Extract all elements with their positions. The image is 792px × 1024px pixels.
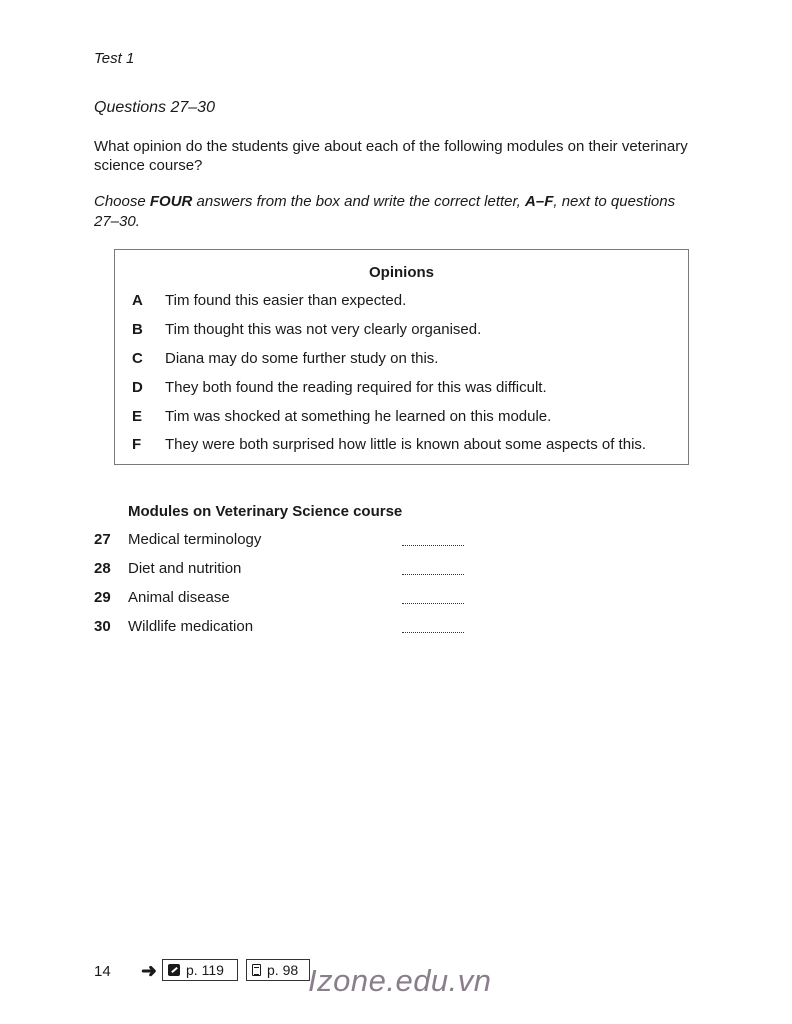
module-row-28 xyxy=(94,560,474,580)
module-row-27 xyxy=(94,531,474,551)
reference-label: p. 98 xyxy=(267,962,299,978)
question-text: What opinion do the students give about each of the following modules on their veterinary science course? xyxy=(94,138,688,174)
answer-blank[interactable] xyxy=(402,545,464,546)
audio-script-reference[interactable] xyxy=(162,959,238,981)
right-arrow-icon: ➜ xyxy=(141,961,157,982)
opinion-option-e xyxy=(115,408,688,428)
option-letter: D xyxy=(132,379,143,396)
page-number: 14 xyxy=(94,963,111,980)
option-text: They were both surprised how little is known about some aspects of this. xyxy=(165,436,647,453)
answer-blank[interactable] xyxy=(402,632,464,633)
instruction-emphasis: A–F xyxy=(525,193,554,210)
option-text: Tim was shocked at something he learned on this module. xyxy=(165,408,552,425)
answer-key-reference[interactable] xyxy=(246,959,310,981)
audio-script-icon xyxy=(168,964,180,976)
answer-blank[interactable] xyxy=(402,574,464,575)
question-range-heading: Questions 27–30 xyxy=(94,99,215,116)
opinions-box xyxy=(114,249,689,465)
instruction-part: , next to questions 27–30. xyxy=(94,193,676,230)
reference-label: p. 119 xyxy=(186,962,224,978)
watermark: Izone.edu.vn xyxy=(308,963,492,998)
option-text: Tim thought this was not very clearly organised. xyxy=(165,321,482,338)
instruction-part: answers from the box and write the correct letter, xyxy=(192,193,526,210)
question-number: 28 xyxy=(94,560,111,577)
answer-blank[interactable] xyxy=(402,603,464,604)
test-label: Test 1 xyxy=(94,50,135,67)
opinion-option-a xyxy=(115,292,688,312)
opinion-option-d xyxy=(115,379,688,399)
opinion-option-c xyxy=(115,350,688,370)
option-letter: C xyxy=(132,350,143,367)
option-text: Tim found this easier than expected. xyxy=(165,292,407,309)
module-name: Diet and nutrition xyxy=(128,560,242,577)
instruction-part: Choose xyxy=(94,193,150,210)
opinion-option-b xyxy=(115,321,688,341)
module-name: Animal disease xyxy=(128,589,230,606)
instruction-emphasis: FOUR xyxy=(149,193,193,210)
module-row-30 xyxy=(94,618,474,638)
module-row-29 xyxy=(94,589,474,609)
option-letter: F xyxy=(132,436,142,453)
option-letter: E xyxy=(132,408,143,425)
question-number: 30 xyxy=(94,618,111,635)
modules-heading: Modules on Veterinary Science course xyxy=(128,503,403,520)
option-letter: A xyxy=(132,292,143,309)
module-name: Wildlife medication xyxy=(128,618,254,635)
opinion-option-f xyxy=(115,436,688,456)
option-letter: B xyxy=(132,321,143,338)
question-number: 27 xyxy=(94,531,111,548)
question-number: 29 xyxy=(94,589,111,606)
option-text: Diana may do some further study on this. xyxy=(165,350,439,367)
module-name: Medical terminology xyxy=(128,531,262,548)
option-text: They both found the reading required for this was difficult. xyxy=(165,379,547,396)
answer-key-icon xyxy=(252,964,261,976)
instruction-text xyxy=(94,192,694,232)
opinions-box-title: Opinions xyxy=(369,264,434,281)
